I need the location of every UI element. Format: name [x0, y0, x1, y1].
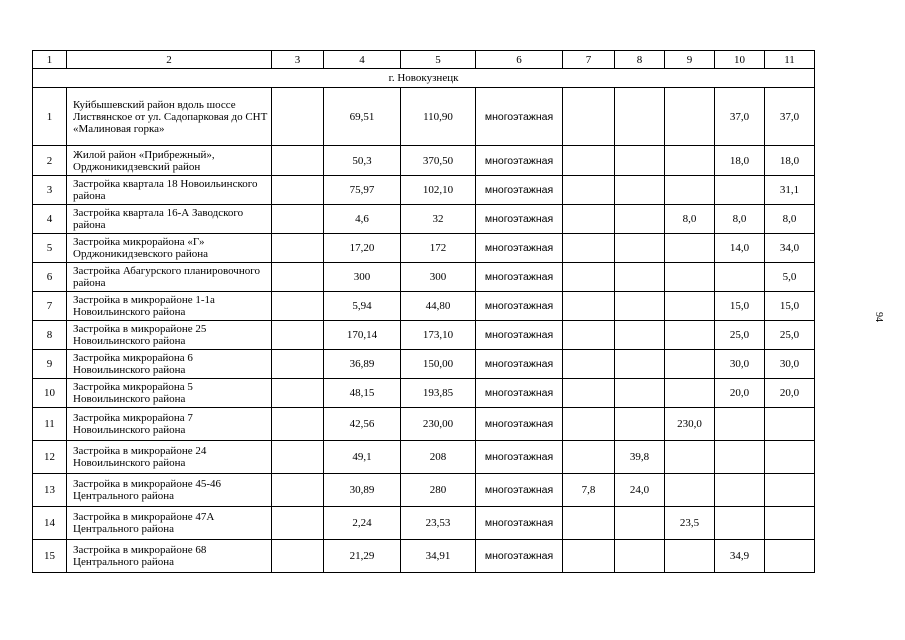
table-row — [33, 263, 815, 292]
cell-value — [272, 205, 324, 234]
row-description: Застройка в микрорайоне 1-1а Новоильинского района — [67, 292, 272, 321]
cell-value — [615, 379, 665, 408]
cell-value — [272, 350, 324, 379]
cell-value — [615, 408, 665, 441]
cell-value: 25,0 — [765, 321, 815, 350]
cell-value — [563, 379, 615, 408]
cell-value: 15,0 — [765, 292, 815, 321]
cell-value: 23,5 — [665, 507, 715, 540]
row-number: 8 — [33, 321, 67, 350]
column-header: 1 — [33, 51, 67, 69]
row-number: 6 — [33, 263, 67, 292]
cell-value — [615, 540, 665, 573]
cell-value: 18,0 — [715, 146, 765, 176]
cell-value: 25,0 — [715, 321, 765, 350]
row-description: Застройка Абагурского планировочного района — [67, 263, 272, 292]
cell-value — [715, 507, 765, 540]
cell-value: 37,0 — [765, 88, 815, 146]
cell-value — [563, 292, 615, 321]
cell-value: 230,0 — [665, 408, 715, 441]
cell-value — [665, 292, 715, 321]
table-row — [33, 350, 815, 379]
row-number: 2 — [33, 146, 67, 176]
cell-value: 34,9 — [715, 540, 765, 573]
cell-value — [615, 292, 665, 321]
cell-value: 102,10 — [401, 176, 476, 205]
cell-value — [272, 88, 324, 146]
column-header: 6 — [476, 51, 563, 69]
cell-value — [272, 441, 324, 474]
cell-value — [563, 321, 615, 350]
cell-value: 21,29 — [324, 540, 401, 573]
building-type: многоэтажная — [476, 408, 563, 441]
cell-value — [665, 176, 715, 205]
cell-value — [615, 507, 665, 540]
cell-value: 370,50 — [401, 146, 476, 176]
table-row — [33, 292, 815, 321]
building-type: многоэтажная — [476, 379, 563, 408]
cell-value: 7,8 — [563, 474, 615, 507]
cell-value — [563, 88, 615, 146]
row-description: Застройка квартала 16-А Заводского района — [67, 205, 272, 234]
cell-value — [563, 441, 615, 474]
cell-value — [665, 379, 715, 408]
cell-value: 48,15 — [324, 379, 401, 408]
table-row — [33, 88, 815, 146]
cell-value — [563, 176, 615, 205]
cell-value: 30,89 — [324, 474, 401, 507]
table-row — [33, 176, 815, 205]
building-type: многоэтажная — [476, 205, 563, 234]
cell-value — [665, 474, 715, 507]
cell-value — [615, 263, 665, 292]
cell-value: 193,85 — [401, 379, 476, 408]
cell-value: 110,90 — [401, 88, 476, 146]
cell-value: 208 — [401, 441, 476, 474]
cell-value — [765, 474, 815, 507]
cell-value: 75,97 — [324, 176, 401, 205]
cell-value: 170,14 — [324, 321, 401, 350]
building-type: многоэтажная — [476, 507, 563, 540]
cell-value — [272, 408, 324, 441]
column-header: 8 — [615, 51, 665, 69]
cell-value — [563, 350, 615, 379]
row-description: Застройка в микрорайоне 68 Центрального района — [67, 540, 272, 573]
table-row — [33, 321, 815, 350]
cell-value: 30,0 — [765, 350, 815, 379]
cell-value — [765, 540, 815, 573]
cell-value: 34,0 — [765, 234, 815, 263]
cell-value: 31,1 — [765, 176, 815, 205]
cell-value — [715, 474, 765, 507]
cell-value: 8,0 — [765, 205, 815, 234]
row-number: 15 — [33, 540, 67, 573]
cell-value: 4,6 — [324, 205, 401, 234]
cell-value — [563, 205, 615, 234]
row-description: Застройка в микрорайоне 45-46 Центрального района — [67, 474, 272, 507]
cell-value: 39,8 — [615, 441, 665, 474]
table-row — [33, 507, 815, 540]
housing-table — [32, 50, 815, 573]
cell-value — [715, 441, 765, 474]
row-description: Застройка в микрорайоне 25 Новоильинского района — [67, 321, 272, 350]
cell-value: 49,1 — [324, 441, 401, 474]
building-type: многоэтажная — [476, 441, 563, 474]
column-header: 7 — [563, 51, 615, 69]
row-description: Застройка микрорайона 5 Новоильинского района — [67, 379, 272, 408]
row-description: Застройка в микрорайоне 47А Центрального района — [67, 507, 272, 540]
cell-value — [563, 507, 615, 540]
cell-value — [272, 474, 324, 507]
cell-value: 36,89 — [324, 350, 401, 379]
building-type: многоэтажная — [476, 292, 563, 321]
cell-value — [272, 321, 324, 350]
cell-value: 44,80 — [401, 292, 476, 321]
column-header: 10 — [715, 51, 765, 69]
table-row — [33, 205, 815, 234]
cell-value — [665, 263, 715, 292]
building-type: многоэтажная — [476, 176, 563, 205]
cell-value — [272, 540, 324, 573]
building-type: многоэтажная — [476, 146, 563, 176]
cell-value — [665, 146, 715, 176]
row-number: 4 — [33, 205, 67, 234]
cell-value — [563, 234, 615, 263]
building-type: многоэтажная — [476, 88, 563, 146]
cell-value — [272, 263, 324, 292]
cell-value — [665, 234, 715, 263]
cell-value: 50,3 — [324, 146, 401, 176]
cell-value — [715, 176, 765, 205]
building-type: многоэтажная — [476, 321, 563, 350]
table-row — [33, 441, 815, 474]
row-number: 14 — [33, 507, 67, 540]
cell-value — [765, 408, 815, 441]
cell-value — [272, 176, 324, 205]
cell-value: 280 — [401, 474, 476, 507]
cell-value — [615, 321, 665, 350]
cell-value: 24,0 — [615, 474, 665, 507]
city-name: г. Новокузнецк — [33, 69, 815, 88]
table-row — [33, 146, 815, 176]
cell-value: 300 — [324, 263, 401, 292]
cell-value: 37,0 — [715, 88, 765, 146]
row-description: Застройка микрорайона 6 Новоильинского района — [67, 350, 272, 379]
cell-value — [615, 234, 665, 263]
cell-value: 2,24 — [324, 507, 401, 540]
row-number: 7 — [33, 292, 67, 321]
table-row — [33, 379, 815, 408]
table-row — [33, 474, 815, 507]
cell-value — [615, 205, 665, 234]
row-number: 9 — [33, 350, 67, 379]
cell-value: 5,0 — [765, 263, 815, 292]
cell-value: 30,0 — [715, 350, 765, 379]
column-header: 9 — [665, 51, 715, 69]
cell-value: 69,51 — [324, 88, 401, 146]
cell-value: 5,94 — [324, 292, 401, 321]
cell-value — [272, 507, 324, 540]
cell-value: 230,00 — [401, 408, 476, 441]
cell-value: 8,0 — [665, 205, 715, 234]
cell-value — [715, 263, 765, 292]
cell-value: 300 — [401, 263, 476, 292]
table-row — [33, 408, 815, 441]
table-row — [33, 234, 815, 263]
row-description: Застройка в микрорайоне 24 Новоильинского района — [67, 441, 272, 474]
table-row — [33, 540, 815, 573]
row-number: 5 — [33, 234, 67, 263]
cell-value — [563, 263, 615, 292]
cell-value: 173,10 — [401, 321, 476, 350]
column-header: 5 — [401, 51, 476, 69]
row-description: Застройка микрорайона 7 Новоильинского района — [67, 408, 272, 441]
cell-value — [563, 146, 615, 176]
cell-value: 8,0 — [715, 205, 765, 234]
cell-value — [563, 540, 615, 573]
cell-value — [272, 234, 324, 263]
cell-value — [665, 350, 715, 379]
cell-value — [272, 379, 324, 408]
cell-value — [765, 441, 815, 474]
cell-value — [665, 321, 715, 350]
cell-value — [715, 408, 765, 441]
row-description: Застройка квартала 18 Новоильинского района — [67, 176, 272, 205]
cell-value — [563, 408, 615, 441]
cell-value: 34,91 — [401, 540, 476, 573]
cell-value: 42,56 — [324, 408, 401, 441]
column-header: 11 — [765, 51, 815, 69]
column-number-row — [33, 51, 815, 69]
cell-value — [665, 441, 715, 474]
cell-value: 23,53 — [401, 507, 476, 540]
cell-value — [615, 88, 665, 146]
cell-value — [665, 540, 715, 573]
cell-value — [615, 146, 665, 176]
row-number: 13 — [33, 474, 67, 507]
building-type: многоэтажная — [476, 350, 563, 379]
cell-value: 20,0 — [715, 379, 765, 408]
cell-value: 15,0 — [715, 292, 765, 321]
row-number: 10 — [33, 379, 67, 408]
row-description: Жилой район «Прибрежный», Орджоникидзевский район — [67, 146, 272, 176]
cell-value: 150,00 — [401, 350, 476, 379]
cell-value — [272, 292, 324, 321]
cell-value — [615, 350, 665, 379]
page-number: 94 — [873, 312, 884, 322]
row-number: 11 — [33, 408, 67, 441]
cell-value: 18,0 — [765, 146, 815, 176]
building-type: многоэтажная — [476, 540, 563, 573]
cell-value: 14,0 — [715, 234, 765, 263]
row-description: Куйбышевский район вдоль шоссе Листвянское от ул. Садопарковая до СНТ «Малиновая горка» — [67, 88, 272, 146]
row-description: Застройка микрорайона «Г» Орджоникидзевского района — [67, 234, 272, 263]
building-type: многоэтажная — [476, 263, 563, 292]
cell-value: 20,0 — [765, 379, 815, 408]
cell-value — [615, 176, 665, 205]
cell-value: 172 — [401, 234, 476, 263]
building-type: многоэтажная — [476, 474, 563, 507]
cell-value — [272, 146, 324, 176]
column-header: 3 — [272, 51, 324, 69]
cell-value — [665, 88, 715, 146]
row-number: 1 — [33, 88, 67, 146]
column-header: 4 — [324, 51, 401, 69]
cell-value: 17,20 — [324, 234, 401, 263]
row-number: 3 — [33, 176, 67, 205]
city-row — [33, 69, 815, 88]
column-header: 2 — [67, 51, 272, 69]
cell-value: 32 — [401, 205, 476, 234]
row-number: 12 — [33, 441, 67, 474]
building-type: многоэтажная — [476, 234, 563, 263]
cell-value — [765, 507, 815, 540]
